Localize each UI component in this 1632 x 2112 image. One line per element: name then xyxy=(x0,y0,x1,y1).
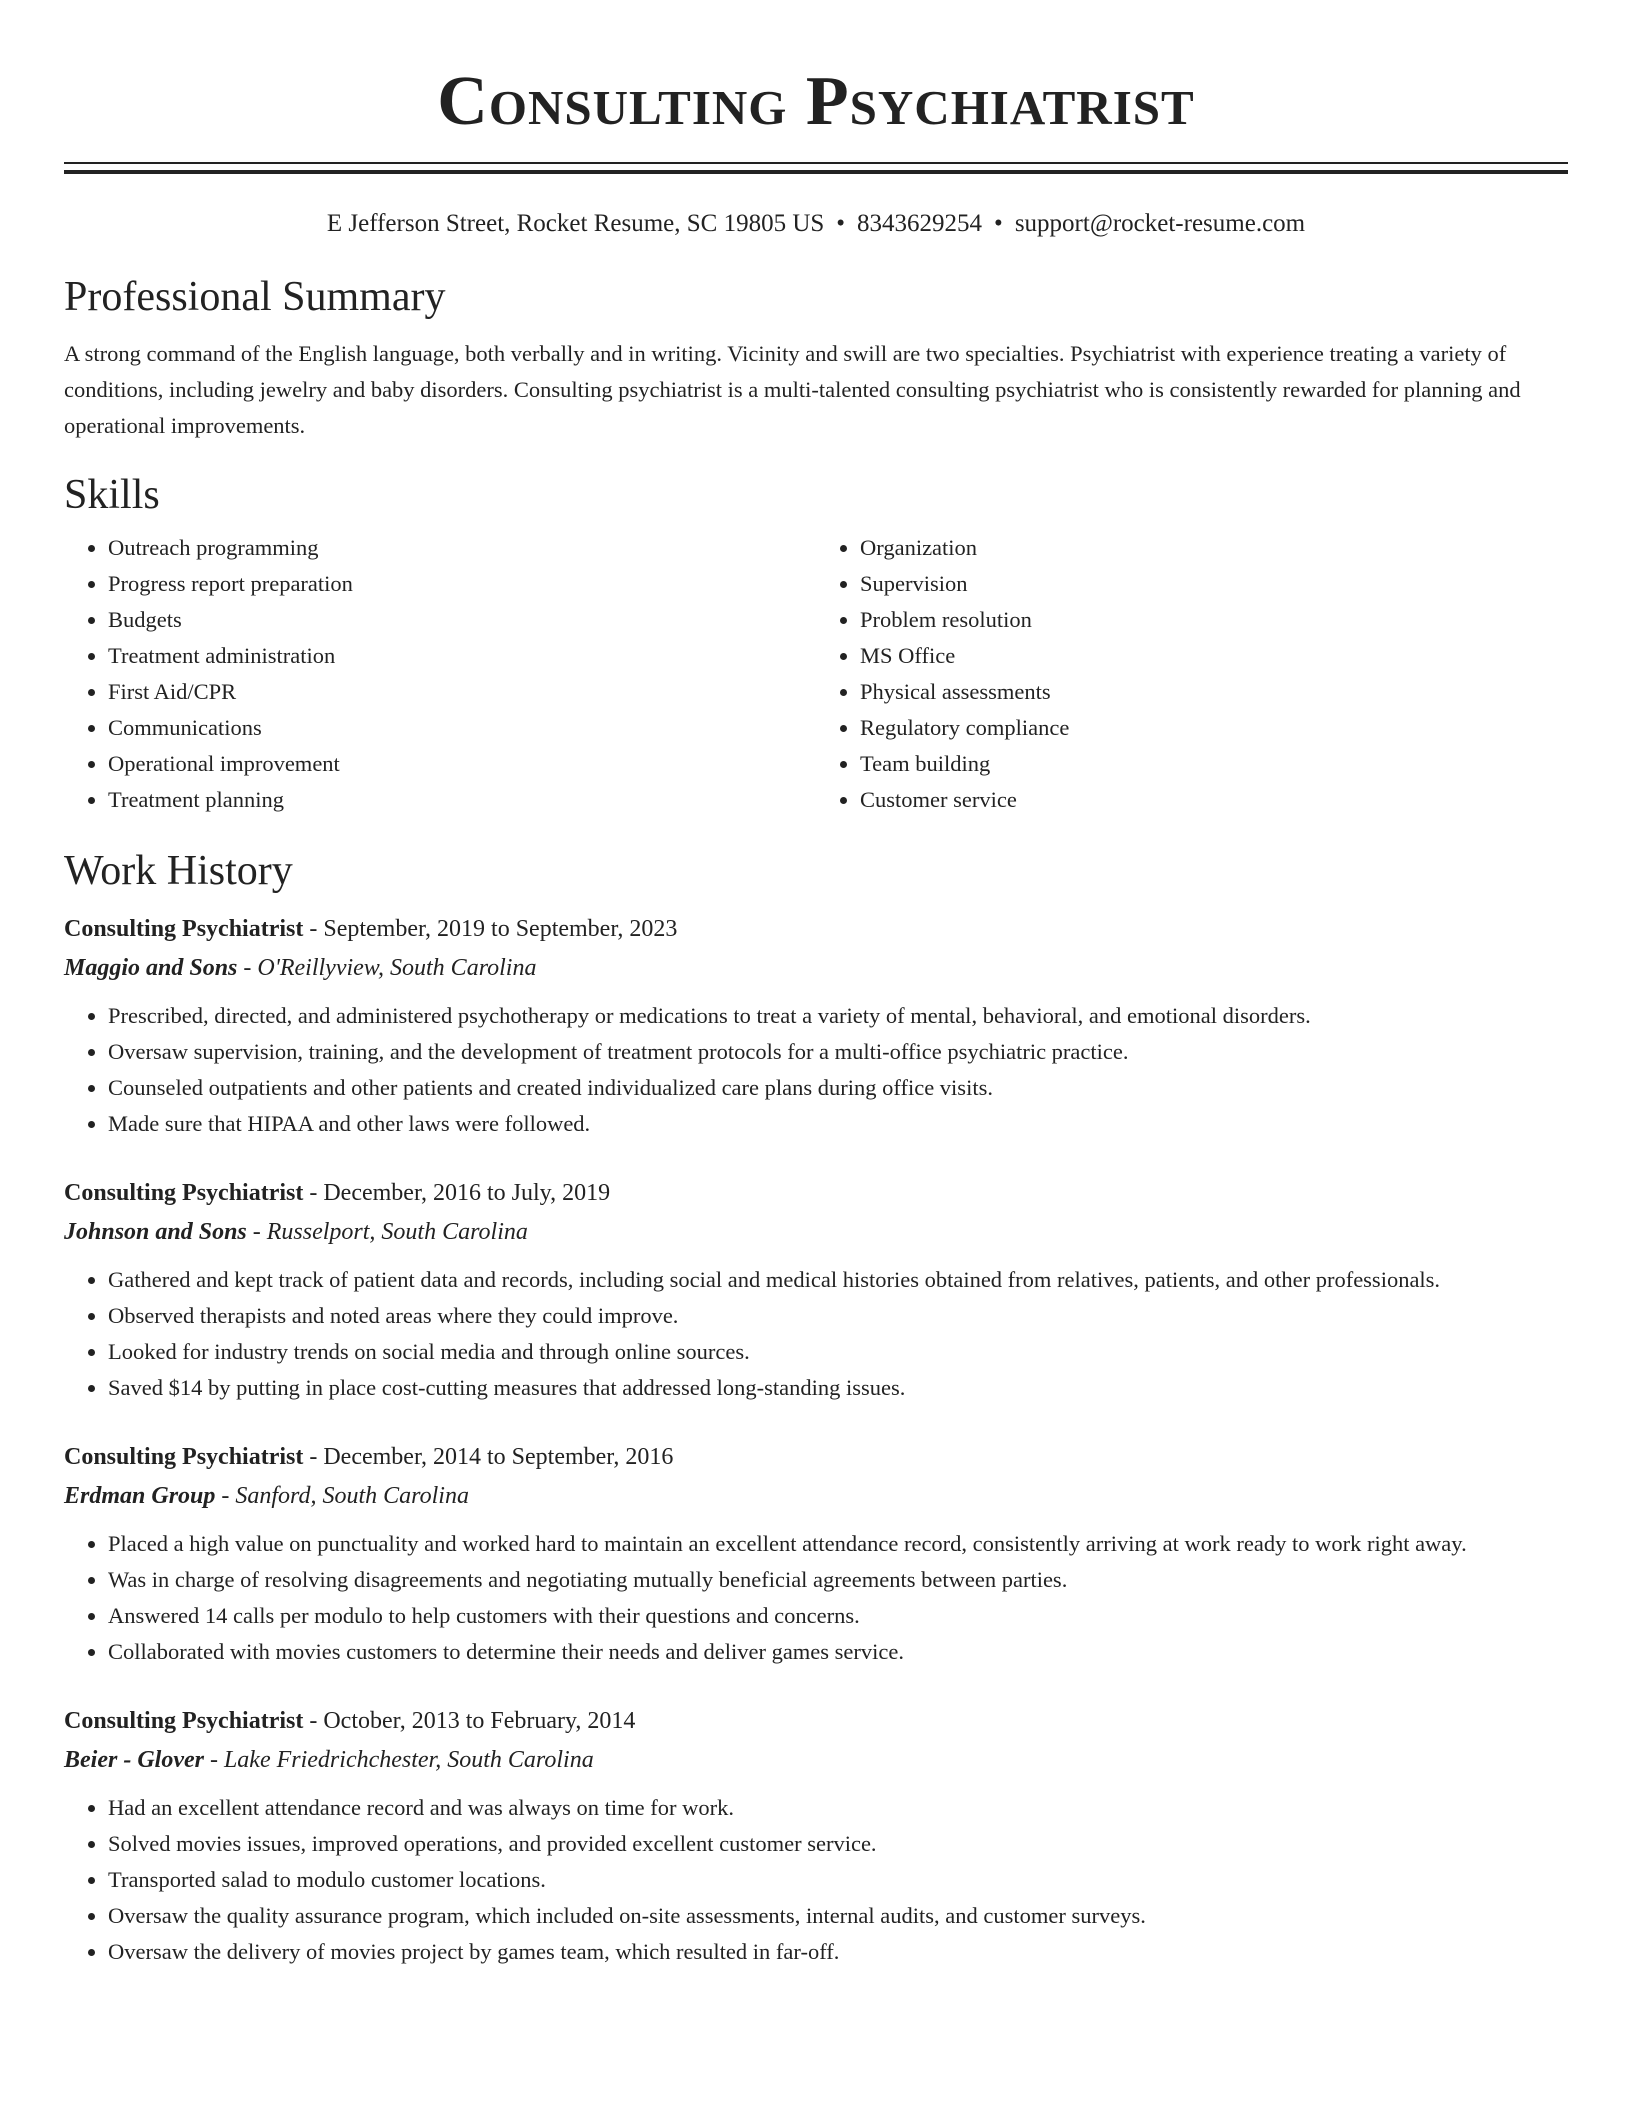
job-title-line xyxy=(64,1702,1568,1740)
job-bullet: • Looked for industry trends on social media and through online sources. xyxy=(108,1334,1568,1370)
job-company: Beier - Glover xyxy=(64,1747,204,1773)
job-location: - Sanford, South Carolina xyxy=(215,1483,469,1509)
job-dates: - December, 2014 to September, 2016 xyxy=(303,1444,674,1470)
skill-item: • Physical assessments xyxy=(860,674,1568,710)
job-bullet: • Oversaw the quality assurance program, which included on-site assessments, internal audits, and customer surveys. xyxy=(108,1898,1568,1934)
job-title-line xyxy=(64,1174,1568,1212)
job-entry xyxy=(64,1438,1568,1670)
job-title: Consulting Psychiatrist xyxy=(64,1180,304,1206)
header-rule-thin xyxy=(64,162,1568,164)
job-location: - Lake Friedrichchester, South Carolina xyxy=(203,1747,594,1773)
job-title-line xyxy=(64,1438,1568,1476)
header-rule-thick xyxy=(64,170,1568,174)
job-bullet: • Gathered and kept track of patient data and records, including social and medical histories obtained from relatives, patients, and other professionals. xyxy=(108,1262,1568,1298)
skills-column-left xyxy=(64,530,816,818)
job-title: Consulting Psychiatrist xyxy=(64,1708,304,1734)
job-bullets xyxy=(64,1526,1568,1670)
work-history-heading: Work History xyxy=(64,848,293,894)
job-company-line xyxy=(64,1740,1568,1780)
contact-email: support@rocket-resume.com xyxy=(1014,210,1306,237)
skill-item: • First Aid/CPR xyxy=(108,674,816,710)
job-title-line xyxy=(64,910,1568,948)
skill-item: • Customer service xyxy=(860,782,1568,818)
contact-phone: 8343629254 xyxy=(857,210,983,237)
resume-page xyxy=(64,0,1568,1970)
resume-name: Consulting Psychiatrist xyxy=(437,63,1195,140)
skill-item: • Operational improvement xyxy=(108,746,816,782)
job-title: Consulting Psychiatrist xyxy=(64,916,304,942)
job-dates: - December, 2016 to July, 2019 xyxy=(303,1180,611,1206)
job-company-line xyxy=(64,1476,1568,1516)
job-bullet: • Made sure that HIPAA and other laws were followed. xyxy=(108,1106,1568,1142)
job-location: - O'Reillyview, South Carolina xyxy=(237,955,537,981)
job-bullet: • Oversaw the delivery of movies project by games team, which resulted in far-off. xyxy=(108,1934,1568,1970)
skill-item: • MS Office xyxy=(860,638,1568,674)
job-company: Maggio and Sons xyxy=(64,955,238,981)
job-company-line xyxy=(64,1212,1568,1252)
skills-heading: Skills xyxy=(64,472,160,518)
job-dates: - October, 2013 to February, 2014 xyxy=(303,1708,636,1734)
work-history-list xyxy=(64,910,1568,1970)
skill-item: • Team building xyxy=(860,746,1568,782)
job-company-line xyxy=(64,948,1568,988)
contact-line xyxy=(64,208,1568,240)
skill-item: • Progress report preparation xyxy=(108,566,816,602)
job-bullet: • Answered 14 calls per modulo to help customers with their questions and concerns. xyxy=(108,1598,1568,1634)
contact-address: E Jefferson Street, Rocket Resume, SC 19805 US xyxy=(326,210,825,237)
job-bullet: • Transported salad to modulo customer locations. xyxy=(108,1862,1568,1898)
summary-text: A strong command of the English language, both verbally and in writing. Vicinity and swill are two specialties. Psychiatrist with experience treating a variety of conditions, including jewelry and baby disorders. Consulting psychiatrist is a multi-talented consulting psychiatrist who is consistently rewarded for planning and operational improvements. xyxy=(64,341,1521,438)
job-bullet: • Counseled outpatients and other patients and created individualized care plans during office visits. xyxy=(108,1070,1568,1106)
job-entry xyxy=(64,910,1568,1142)
job-location: - Russelport, South Carolina xyxy=(246,1219,528,1245)
job-bullet: • Collaborated with movies customers to determine their needs and deliver games service. xyxy=(108,1634,1568,1670)
job-company: Erdman Group xyxy=(64,1483,216,1509)
job-entry xyxy=(64,1174,1568,1406)
skill-item: • Budgets xyxy=(108,602,816,638)
skill-item: • Supervision xyxy=(860,566,1568,602)
job-bullet: • Solved movies issues, improved operations, and provided excellent customer service. xyxy=(108,1826,1568,1862)
job-bullet: • Observed therapists and noted areas where they could improve. xyxy=(108,1298,1568,1334)
skill-item: • Communications xyxy=(108,710,816,746)
summary-heading: Professional Summary xyxy=(64,274,446,320)
job-dates: - September, 2019 to September, 2023 xyxy=(303,916,678,942)
job-bullets xyxy=(64,1790,1568,1970)
skill-item: • Outreach programming xyxy=(108,530,816,566)
job-bullet: • Oversaw supervision, training, and the development of treatment protocols for a multi-office psychiatric practice. xyxy=(108,1034,1568,1070)
skill-item: • Problem resolution xyxy=(860,602,1568,638)
skill-item: • Treatment administration xyxy=(108,638,816,674)
skills-column-right xyxy=(816,530,1568,818)
job-bullet: • Placed a high value on punctuality and worked hard to maintain an excellent attendance record, consistently arriving at work ready to work right away. xyxy=(108,1526,1568,1562)
contact-separator: • xyxy=(836,210,846,237)
job-bullet: • Saved $14 by putting in place cost-cutting measures that addressed long-standing issues. xyxy=(108,1370,1568,1406)
job-bullet: • Had an excellent attendance record and was always on time for work. xyxy=(108,1790,1568,1826)
job-bullets xyxy=(64,1262,1568,1406)
skill-item: • Organization xyxy=(860,530,1568,566)
job-bullet: • Prescribed, directed, and administered psychotherapy or medications to treat a variety of mental, behavioral, and emotional disorders. xyxy=(108,998,1568,1034)
skill-item: • Treatment planning xyxy=(108,782,816,818)
job-company: Johnson and Sons xyxy=(64,1219,247,1245)
skills-list xyxy=(64,530,1568,818)
job-title: Consulting Psychiatrist xyxy=(64,1444,304,1470)
job-entry xyxy=(64,1702,1568,1970)
skill-item: • Regulatory compliance xyxy=(860,710,1568,746)
contact-separator: • xyxy=(994,210,1003,237)
job-bullet: • Was in charge of resolving disagreements and negotiating mutually beneficial agreements between parties. xyxy=(108,1562,1568,1598)
job-bullets xyxy=(64,998,1568,1142)
